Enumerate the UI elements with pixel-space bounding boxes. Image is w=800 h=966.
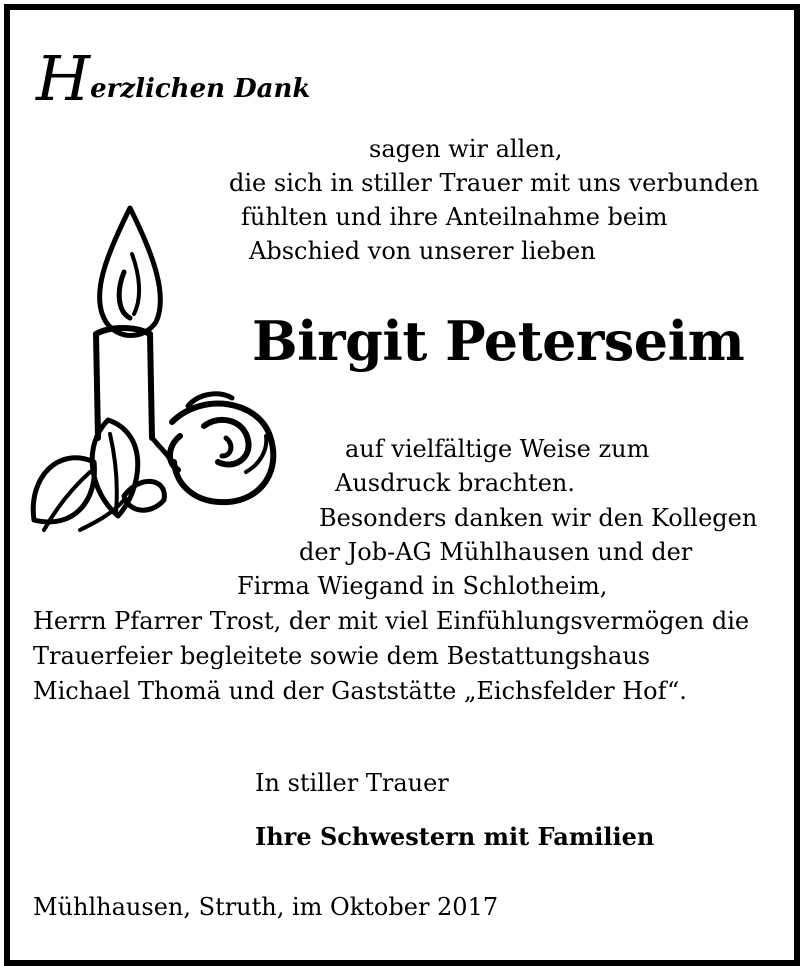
body-line: Trauerfeier begleitete sowie dem Bestattungshaus xyxy=(33,642,651,670)
body-line: Besonders danken wir den Kollegen xyxy=(319,504,758,532)
intro-line: sagen wir allen, xyxy=(369,135,563,163)
intro-line: fühlten und ihre Anteilnahme beim xyxy=(241,203,668,231)
place-date: Mühlhausen, Struth, im Oktober 2017 xyxy=(33,893,499,921)
signature: Ihre Schwestern mit Familien xyxy=(255,822,655,851)
body-line: Michael Thomä und der Gaststätte „Eichsfelder Hof“. xyxy=(33,677,687,705)
candle-rose-icon xyxy=(20,200,290,560)
body-line: auf vielfältige Weise zum xyxy=(345,435,650,463)
body-line: Firma Wiegand in Schlotheim, xyxy=(237,572,608,600)
body-line: Herrn Pfarrer Trost, der mit viel Einfühlungsvermögen die xyxy=(33,607,750,635)
heading-text: erzlichen Dank xyxy=(90,74,311,104)
intro-line: Abschied von unserer lieben xyxy=(249,237,596,265)
heading xyxy=(36,40,311,115)
closing-text: In stiller Trauer xyxy=(255,769,449,797)
body-line: der Job-AG Mühlhausen und der xyxy=(299,538,693,566)
heading-initial: H xyxy=(36,42,89,115)
intro-line: die sich in stiller Trauer mit uns verbunden xyxy=(229,169,760,197)
deceased-name: Birgit Peterseim xyxy=(252,309,745,373)
body-line: Ausdruck brachten. xyxy=(335,469,575,497)
